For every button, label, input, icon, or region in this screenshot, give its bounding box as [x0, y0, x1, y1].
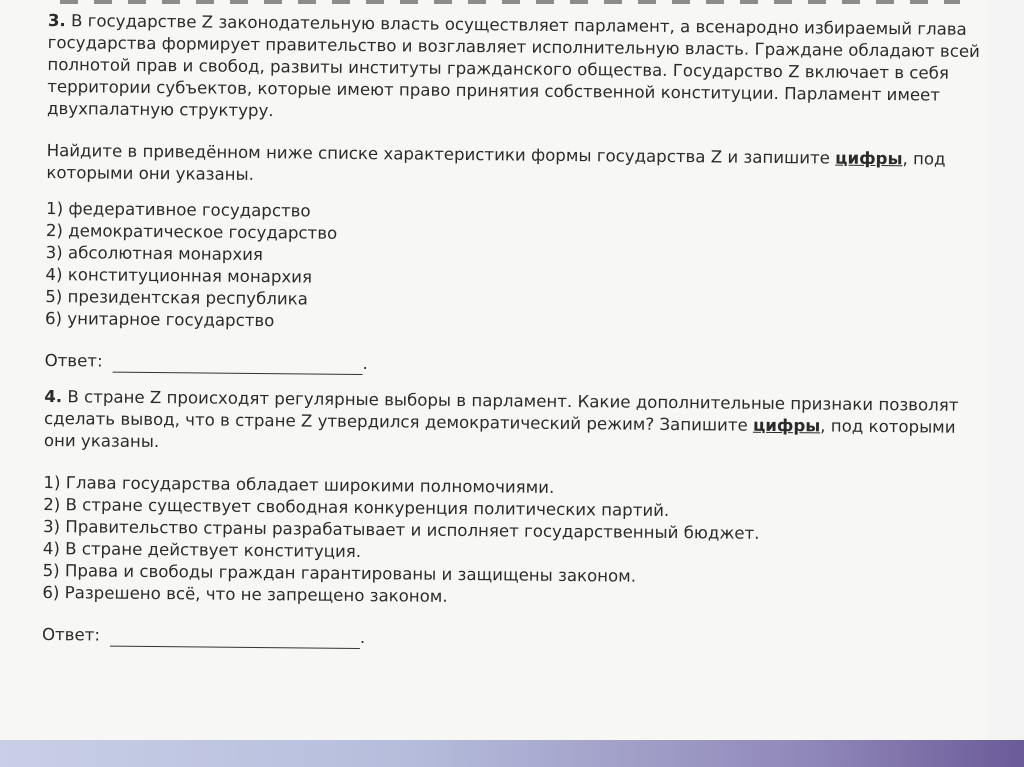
q3-paragraph: [47, 10, 983, 129]
q4-text: В стране Z происходят регулярные выборы в парламент. Какие дополнительные признаки позволят сделать вывод, что в стране Z утвердился демократический режим? Запишите: [43, 387, 959, 435]
q4-answer-label: Ответ:: [41, 624, 101, 645]
q4-option: 5) Права и свободы граждан гарантированы и защищены законом.: [42, 560, 637, 586]
q3-option: 5) президентская республика: [45, 286, 308, 309]
q3-answer-line: [113, 356, 363, 375]
q4-option: 6) Разрешено всё, что не запрещено законом.: [42, 582, 448, 606]
q3-text: В государстве Z законодательную власть осуществляет парламент, а всенародно избираемый глава государства формирует правительство и возглавляет исполнительную власть. Граждане обладают всей полнотой прав и свобод, развиты институты гражданского общества. Государство Z включает в себя территории субъектов, которые имеют право принятия собственной конституции. Парламент имеет двухпалатную структуру.: [46, 11, 980, 121]
q4-option: 3) Правительство страны разрабатывает и исполняет государственный бюджет.: [42, 516, 760, 543]
q4-paragraph: [44, 386, 980, 461]
slide-margin: [988, 0, 1024, 740]
q3-number: 3.: [47, 10, 66, 31]
q3-answer-label: Ответ:: [44, 350, 103, 371]
q3-instruction-tail: , под которыми они указаны.: [46, 149, 946, 184]
q3-option: 1) федеративное государство: [46, 198, 311, 221]
q4-answer-end: .: [359, 628, 366, 648]
q4-answer-line: [110, 630, 360, 649]
q3-option: 3) абсолютная монархия: [45, 242, 264, 265]
q3-options-list: [45, 198, 981, 339]
q3-instruction: [46, 140, 981, 193]
q3-option: 6) унитарное государство: [44, 308, 275, 331]
q4-number: 4.: [44, 386, 63, 407]
q3-instruction-text: Найдите в приведённом ниже списке характеристики формы государства Z и запишите: [46, 140, 831, 168]
q3-option: 2) демократическое государство: [45, 220, 338, 243]
q4-option: 2) В стране существует свободная конкуренция политических партий.: [43, 494, 670, 520]
q4-instruction-tail: , под которыми они указаны.: [43, 416, 956, 452]
page-content: [42, 10, 983, 655]
cropped-text-edge: [60, 0, 960, 4]
slide-footer-bar: [0, 740, 1024, 767]
q4-instruction-keyword: цифры: [752, 415, 821, 436]
q3-instruction-keyword: цифры: [835, 148, 903, 169]
q3-option: 4) конституционная монархия: [45, 264, 313, 287]
q3-answer-end: .: [362, 354, 368, 374]
q4-option: 1) Глава государства обладает широкими полномочиями.: [43, 472, 555, 497]
q4-options-list: [42, 472, 978, 613]
q4-option: 4) В стране действует конституция.: [42, 538, 362, 562]
